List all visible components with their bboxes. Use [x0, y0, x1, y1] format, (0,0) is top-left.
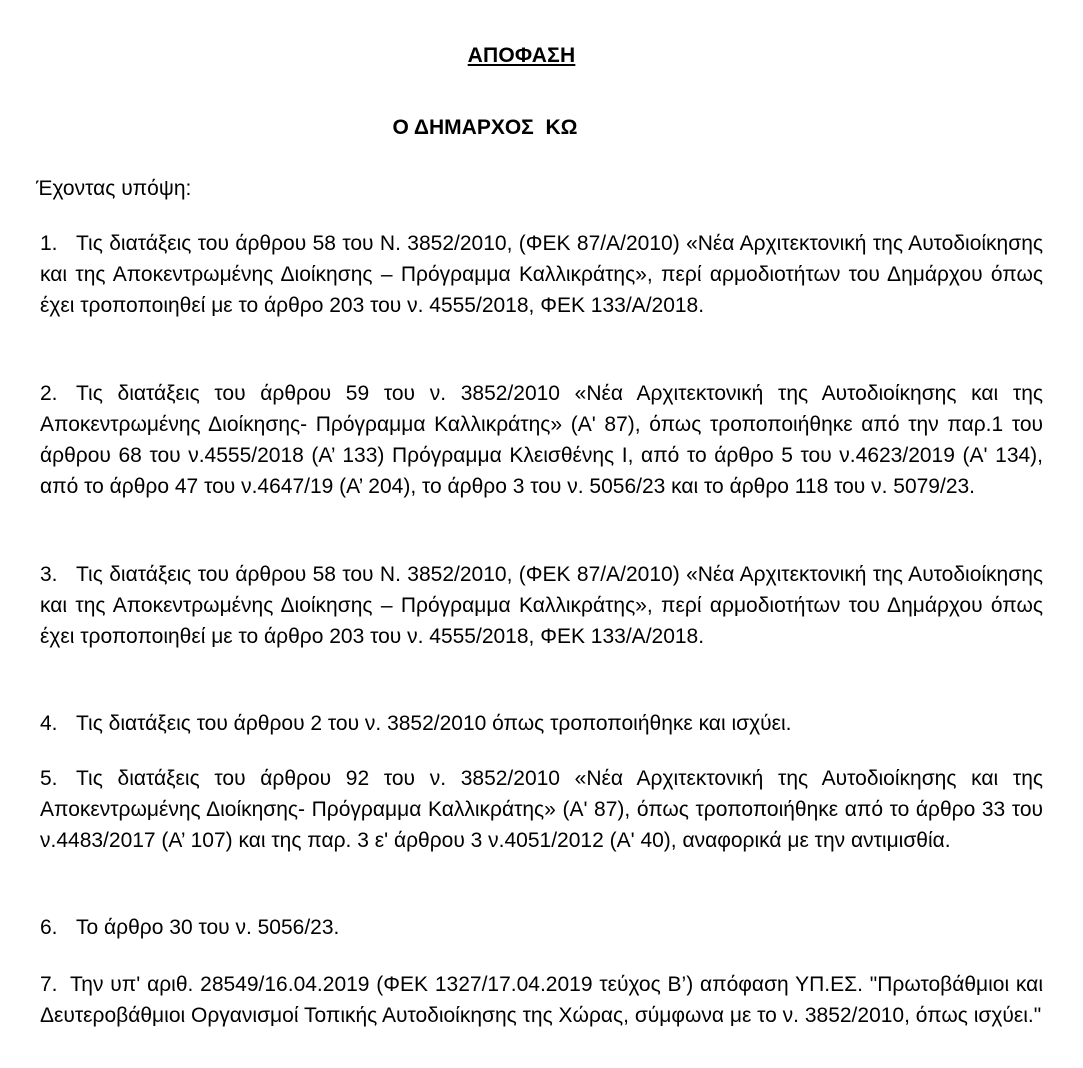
list-item: [40, 559, 1043, 652]
item-number: 4.: [40, 712, 58, 735]
list-item: [40, 708, 1043, 739]
item-text: Τις διατάξεις του άρθρου 2 του ν. 3852/2010 όπως τροποποιήθηκε και ισχύει.: [76, 712, 792, 735]
list-item: [40, 763, 1043, 856]
item-text: Τις διατάξεις του άρθρου 58 του Ν. 3852/2010, (ΦΕΚ 87/Α/2010) «Νέα Αρχιτεκτονική της Αυτοδιοίκησης και της Αποκεντρωμένης Διοίκησης – Πρόγραμμα Καλλικράτης», περί αρμοδιοτήτων του Δημάρχου όπως έχει τροποποιηθεί με το άρθρο 203 του ν. 4555/2018, ΦΕΚ 133/Α/2018.: [40, 232, 1043, 317]
list-item: [40, 912, 1043, 943]
item-text: Τις διατάξεις του άρθρου 92 του ν. 3852/2010 «Νέα Αρχιτεκτονική της Αυτοδιοίκησης και της Αποκεντρωμένης Διοίκησης- Πρόγραμμα Καλλικράτης» (Α' 87), όπως τροποποιήθηκε από το άρθρο 33 του ν.4483/2017 (Α’ 107) και της παρ. 3 ε' άρθρου 3 ν.4051/2012 (Α' 40), αναφορικά με την αντιμισθία.: [40, 767, 1043, 852]
list-item: [40, 228, 1043, 321]
item-number: 3.: [40, 563, 58, 586]
item-number: 7.: [40, 973, 58, 996]
document-title: ΑΠΟΦΑΣΗ: [467, 44, 576, 67]
item-number: 5.: [40, 767, 58, 790]
item-text: Την υπ' αριθ. 28549/16.04.2019 (ΦΕΚ 1327/17.04.2019 τεύχος Β’) απόφαση ΥΠ.ΕΣ. "Πρωτοβάθμιοι και Δευτεροβάθμιοι Οργανισμοί Τοπικής Αυτοδιοίκησης της Χώρας, σύμφωνα με το ν. 3852/2010, όπως ισχύει.": [40, 973, 1043, 1027]
item-number: 6.: [40, 916, 58, 939]
intro-text: Έχοντας υπόψη:: [36, 177, 192, 200]
item-text: Τις διατάξεις του άρθρου 59 του ν. 3852/2010 «Νέα Αρχιτεκτονική της Αυτοδιοίκησης και της Αποκεντρωμένης Διοίκησης- Πρόγραμμα Καλλικράτης» (Α' 87), όπως τροποποιήθηκε από την παρ.1 του άρθρου 68 του ν.4555/2018 (Α’ 133) Πρόγραμμα Κλεισθένης Ι, από το άρθρο 5 του ν.4623/2019 (Α' 134), από το άρθρο 47 του ν.4647/19 (Α’ 204), το άρθρο 3 του ν. 5056/23 και το άρθρο 118 του ν. 5079/23.: [40, 382, 1043, 498]
list-item: [40, 378, 1043, 502]
item-number: 1.: [40, 232, 58, 255]
item-text: Τις διατάξεις του άρθρου 58 του Ν. 3852/2010, (ΦΕΚ 87/Α/2010) «Νέα Αρχιτεκτονική της Αυτοδιοίκησης και της Αποκεντρωμένης Διοίκησης – Πρόγραμμα Καλλικράτης», περί αρμοδιοτήτων του Δημάρχου όπως έχει τροποποιηθεί με το άρθρο 203 του ν. 4555/2018, ΦΕΚ 133/Α/2018.: [40, 563, 1043, 648]
item-number: 2.: [40, 382, 58, 405]
document-subtitle: Ο ΔΗΜΑΡΧΟΣ ΚΩ: [392, 116, 578, 139]
item-text: Το άρθρο 30 του ν. 5056/23.: [76, 916, 340, 939]
list-item: [40, 969, 1043, 1031]
